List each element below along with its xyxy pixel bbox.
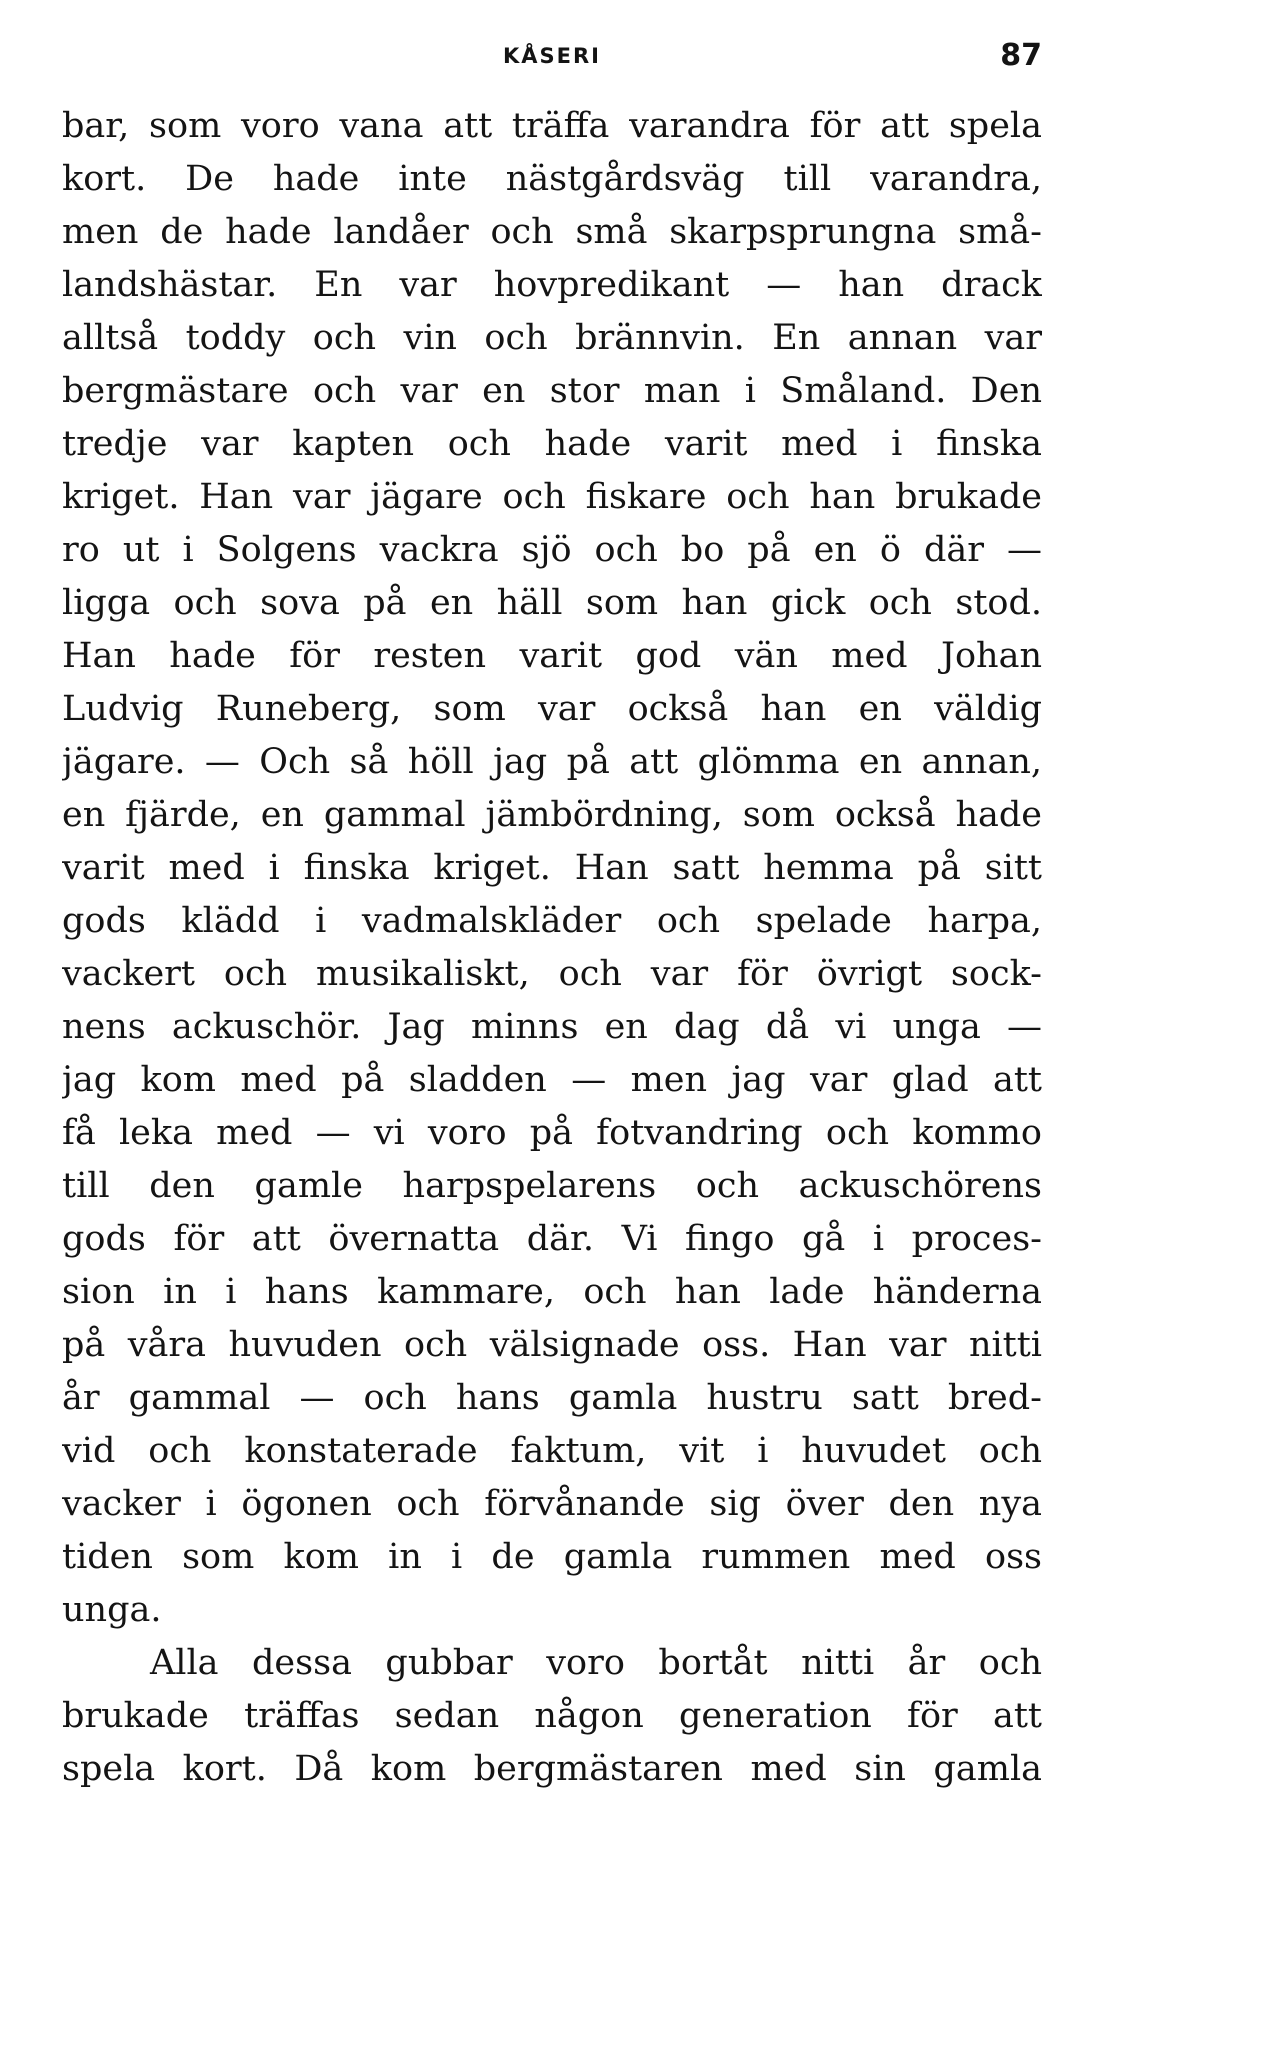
- text-line: brukade träffas sedan någon generation för att: [62, 1696, 1042, 1736]
- text-line: kriget. Han var jägare och fiskare och han brukade: [62, 477, 1042, 517]
- body-text: [62, 100, 1042, 1796]
- text-line: få leka med — vi voro på fotvandring och kommo: [62, 1113, 1042, 1153]
- text-line: jägare. — Och så höll jag på att glömma en annan,: [62, 742, 1042, 782]
- page-number: 87: [1000, 38, 1042, 73]
- text-line: gods klädd i vadmalskläder och spelade harpa,: [62, 901, 1042, 941]
- text-line: vackert och musikaliskt, och var för övrigt sock-: [62, 954, 1042, 994]
- text-line: vid och konstaterade faktum, vit i huvudet och: [62, 1431, 1042, 1471]
- text-line: Ludvig Runeberg, som var också han en väldig: [62, 689, 1042, 729]
- text-line: bar, som voro vana att träffa varandra för att spela: [62, 106, 1042, 146]
- text-line: jag kom med på sladden — men jag var glad att: [62, 1060, 1042, 1100]
- text-line: Alla dessa gubbar voro bortåt nitti år och: [150, 1643, 1042, 1683]
- running-head: [62, 38, 1042, 78]
- text-line: landshästar. En var hovpredikant — han drack: [62, 265, 1042, 305]
- text-line: till den gamle harpspelarens och ackuschörens: [62, 1166, 1042, 1206]
- running-title: KÅSERI: [503, 44, 601, 68]
- text-line: ligga och sova på en häll som han gick och stod.: [62, 583, 1042, 623]
- text-line: nens ackuschör. Jag minns en dag då vi unga —: [62, 1007, 1042, 1047]
- text-line: gods för att övernatta där. Vi fingo gå i proces-: [62, 1219, 1042, 1259]
- text-line: kort. De hade inte nästgårdsväg till varandra,: [62, 159, 1042, 199]
- text-line: på våra huvuden och välsignade oss. Han var nitti: [62, 1325, 1042, 1365]
- text-line: Han hade för resten varit god vän med Johan: [62, 636, 1042, 676]
- text-line: en fjärde, en gammal jämbördning, som också hade: [62, 795, 1042, 835]
- text-line: bergmästare och var en stor man i Småland. Den: [62, 371, 1042, 411]
- text-line: år gammal — och hans gamla hustru satt bred-: [62, 1378, 1042, 1418]
- text-line: men de hade landåer och små skarpsprungna små-: [62, 212, 1042, 252]
- text-line: spela kort. Då kom bergmästaren med sin gamla: [62, 1749, 1042, 1789]
- text-line: ro ut i Solgens vackra sjö och bo på en ö där —: [62, 530, 1042, 570]
- text-line: alltså toddy och vin och brännvin. En annan var: [62, 318, 1042, 358]
- text-line: sion in i hans kammare, och han lade händerna: [62, 1272, 1042, 1312]
- text-line: tiden som kom in i de gamla rummen med oss: [62, 1537, 1042, 1577]
- text-line: varit med i finska kriget. Han satt hemma på sitt: [62, 848, 1042, 888]
- text-line: vacker i ögonen och förvånande sig över den nya: [62, 1484, 1042, 1524]
- text-line: unga.: [62, 1590, 162, 1630]
- text-line: tredje var kapten och hade varit med i finska: [62, 424, 1042, 464]
